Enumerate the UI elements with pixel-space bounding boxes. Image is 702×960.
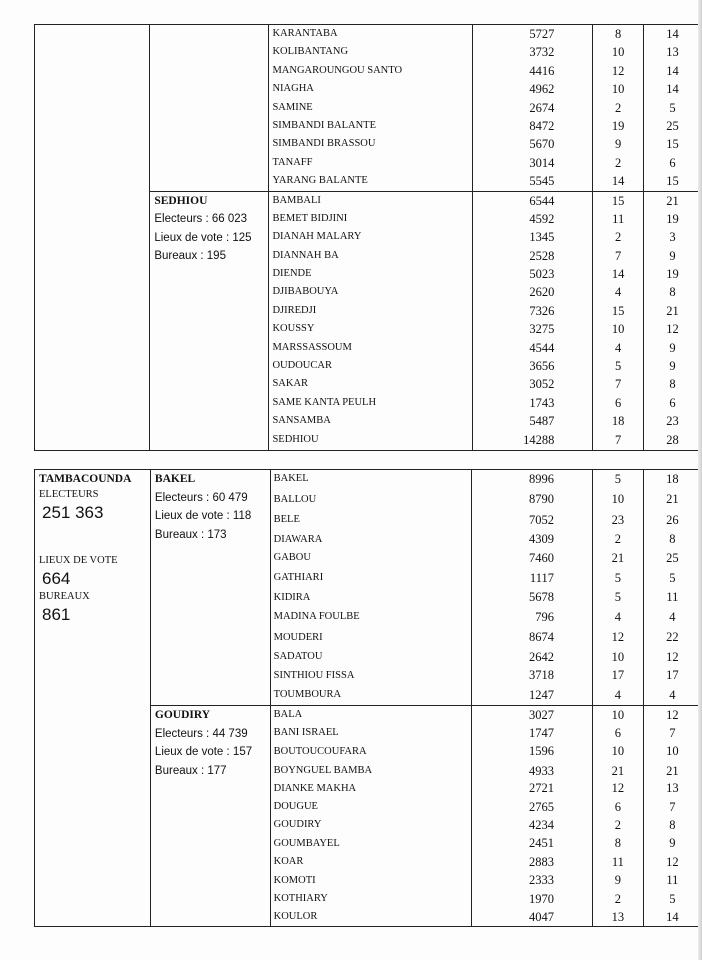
electeurs-value: 8790	[529, 491, 554, 506]
lieux-value: 4	[615, 285, 622, 300]
department-name: SEDHIOU	[154, 194, 208, 207]
lieux-value: 10	[611, 322, 625, 337]
commune-name: SINTHIOU FISSA	[273, 670, 355, 682]
bureaux-value: 12	[666, 707, 679, 722]
electeurs-value: 3027	[529, 707, 554, 722]
electeurs-column	[472, 470, 593, 927]
commune-name: TANAFF	[272, 156, 313, 168]
lieux-value: 4	[614, 610, 621, 625]
electeurs-value: 4047	[529, 910, 554, 925]
electeurs-value: 2765	[529, 799, 554, 814]
electeurs-value: 5023	[529, 267, 555, 282]
bureaux-value: 14	[666, 27, 679, 41]
lieux-value: 6	[614, 726, 621, 741]
electeurs-column	[472, 25, 593, 451]
bureaux-value: 5	[669, 891, 676, 906]
electeurs-value: 8472	[529, 118, 555, 133]
bureaux-value: 9	[669, 248, 676, 263]
electeurs-value: 2642	[529, 649, 554, 664]
lieux-value: 14	[611, 267, 625, 282]
lieux-value: 18	[611, 414, 625, 429]
electeurs-value: 796	[535, 610, 554, 625]
commune-name: MARSSASSOUM	[272, 341, 352, 353]
electeurs-value: 2451	[529, 836, 554, 851]
lieux-value: 17	[611, 668, 625, 683]
bureaux-value: 3	[669, 230, 676, 245]
bureaux-value: 6	[669, 395, 676, 410]
lieux-value: 8	[615, 27, 622, 41]
bureaux-value: 21	[666, 193, 679, 208]
region-lieux-label: LIEUX DE VOTE	[39, 555, 118, 566]
commune-name: BANI ISRAEL	[273, 727, 339, 739]
department-lieux: Lieux de vote : 125	[154, 231, 252, 244]
commune-name: MOUDERI	[273, 631, 323, 643]
commune-name: KOTHIARY	[273, 892, 328, 904]
electeurs-value: 3014	[529, 155, 555, 170]
bureaux-value: 9	[669, 340, 676, 355]
department-electeurs: Electeurs : 66 023	[154, 213, 248, 226]
commune-name: KOMOTI	[273, 874, 316, 886]
bureaux-value: 28	[666, 432, 679, 447]
bureaux-value: 18	[666, 472, 679, 486]
bureaux-value: 21	[666, 763, 679, 778]
commune-name: KOUSSY	[272, 323, 315, 335]
electeurs-value: 2721	[529, 781, 554, 796]
department-bureaux: Bureaux : 173	[154, 528, 227, 541]
electeurs-value: 2883	[529, 854, 554, 869]
department-electeurs: Electeurs : 60 479	[154, 491, 248, 504]
lieux-value: 4	[593, 686, 643, 706]
commune-name: SADATOU	[273, 650, 323, 662]
commune-name: SAKAR	[272, 378, 309, 390]
bureaux-value: 14	[666, 910, 679, 925]
bureaux-value: 8	[669, 818, 676, 833]
commune-name: MADINA FOULBE	[273, 611, 360, 623]
bureaux-value: 9	[669, 836, 676, 851]
electeurs-value: 7326	[529, 303, 555, 318]
bureaux-value: 23	[666, 414, 679, 429]
bureaux-column	[643, 25, 701, 451]
lieux-value: 12	[611, 63, 625, 78]
commune-name: KIDIRA	[273, 592, 311, 604]
commune-name: TOUMBOURA	[271, 686, 472, 706]
bureaux-value: 12	[666, 322, 679, 337]
bureaux-value: 14	[666, 63, 679, 78]
lieux-value: 14	[593, 172, 643, 191]
commune-name: SIMBANDI BRASSOU	[272, 138, 376, 150]
region-lieux-value: 664	[42, 569, 71, 588]
lieux-value: 10	[611, 45, 625, 60]
department-block	[150, 25, 268, 192]
electeurs-value: 4962	[529, 82, 555, 97]
commune-name: DIANNAH BA	[272, 249, 339, 261]
commune-name: BALA	[273, 708, 303, 720]
commune-name: GATHIARI	[273, 571, 324, 583]
lieux-value: 2	[615, 230, 622, 245]
electeurs-value: 3275	[529, 322, 555, 337]
commune-name: GOUMBAYEL	[273, 838, 340, 850]
department-lieux: Lieux de vote : 118	[154, 510, 252, 522]
lieux-value: 12	[611, 781, 625, 796]
electeurs-value: 4309	[529, 531, 554, 546]
lieux-value: 10	[611, 744, 625, 759]
bureaux-value: 7	[669, 726, 676, 741]
lieux-column	[593, 470, 644, 927]
lieux-value: 10	[611, 707, 625, 722]
department-column	[150, 25, 269, 451]
lieux-value: 2	[615, 100, 622, 115]
lieux-value: 12	[611, 629, 625, 644]
electeurs-value: 4592	[529, 211, 555, 226]
region-bureaux-value: 861	[42, 605, 71, 624]
bureaux-value: 13	[666, 45, 679, 60]
lieux-value: 21	[611, 551, 625, 566]
electeurs-value: 4544	[529, 340, 555, 355]
commune-name: SANSAMBA	[272, 415, 331, 427]
commune-name: SIMBANDI BALANTE	[272, 119, 377, 131]
bureaux-value: 8	[669, 377, 676, 392]
commune-name: KOULOR	[273, 911, 318, 923]
electeurs-value: 7052	[529, 512, 554, 527]
bureaux-value: 8	[669, 531, 676, 546]
region-header	[39, 471, 131, 625]
department-bureaux: Bureaux : 195	[154, 250, 226, 263]
lieux-value: 6	[614, 799, 621, 814]
region-electeurs-value: 251 363	[42, 503, 104, 522]
bureaux-value: 5	[669, 570, 676, 585]
lieux-value: 21	[611, 763, 625, 778]
electeurs-value: 1596	[529, 744, 554, 759]
commune-name: BELE	[273, 513, 300, 525]
lieux-value: 15	[611, 193, 625, 208]
bureaux-value: 10	[666, 744, 679, 759]
page-edge-shadow	[698, 0, 702, 960]
department-bureaux: Bureaux : 177	[154, 764, 227, 777]
electeurs-value: 3718	[529, 668, 554, 683]
bureaux-value: 4	[644, 686, 701, 706]
bureaux-value: 12	[666, 854, 679, 869]
commune-name: MANGAROUNGOU SANTO	[272, 64, 403, 76]
commune-name: BAMBALI	[272, 194, 321, 206]
lieux-value: 5	[614, 570, 621, 585]
commune-name: YARANG BALANTE	[269, 172, 471, 191]
department-block	[150, 192, 268, 450]
electeurs-value: 5545	[473, 172, 593, 191]
electeurs-value: 3656	[529, 359, 555, 374]
bureaux-value: 7	[669, 799, 676, 814]
bureaux-value: 5	[669, 100, 676, 115]
electeurs-value: 4234	[529, 818, 554, 833]
department-header	[155, 470, 251, 544]
commune-name: SAME KANTA PEULH	[272, 396, 377, 408]
commune-name: BALLOU	[273, 493, 317, 505]
lieux-value: 2	[614, 818, 621, 833]
bureaux-value: 15	[644, 172, 701, 191]
lieux-value: 5	[614, 472, 621, 486]
electeurs-value: 2333	[529, 872, 554, 887]
commune-name: DIAWARA	[273, 533, 323, 545]
bureaux-value: 21	[666, 303, 679, 318]
department-header	[154, 192, 251, 266]
bureaux-value: 21	[666, 491, 679, 506]
bureaux-value: 26	[666, 512, 679, 527]
department-lieux: Lieux de vote : 157	[154, 746, 253, 758]
lieux-value: 2	[614, 531, 621, 546]
electeurs-value: 3052	[529, 377, 555, 392]
department-electeurs: Electeurs : 44 739	[154, 727, 248, 740]
lieux-value: 5	[615, 359, 622, 374]
electeurs-value: 1247	[472, 686, 592, 706]
bureaux-value: 6	[669, 155, 676, 170]
lieux-value: 15	[611, 303, 625, 318]
lieux-value: 2	[614, 891, 621, 906]
lieux-value: 9	[615, 137, 622, 152]
electeurs-value: 5670	[529, 137, 555, 152]
bureaux-value: 25	[666, 551, 679, 566]
commune-name: SAMINE	[272, 101, 313, 113]
electeurs-value: 5678	[529, 590, 554, 605]
bureaux-value: 13	[666, 781, 679, 796]
lieux-value: 11	[612, 211, 625, 226]
commune-name: SEDHIOU	[272, 433, 319, 445]
department-name: BAKEL	[154, 473, 196, 485]
bureaux-value: 11	[666, 590, 679, 605]
electeurs-value: 4933	[529, 763, 554, 778]
lieux-column	[593, 25, 644, 451]
electeurs-value: 4416	[529, 63, 555, 78]
lieux-value: 19	[611, 118, 625, 133]
electeurs-value: 7460	[529, 551, 554, 566]
region-column	[35, 470, 151, 927]
bureaux-value: 9	[669, 359, 676, 374]
commune-name: OUDOUCAR	[272, 360, 332, 372]
region-bureaux-label: BUREAUX	[39, 591, 90, 602]
commune-name: DOUGUE	[273, 800, 318, 812]
lieux-value: 11	[611, 854, 624, 869]
region-name: TAMBACOUNDA	[39, 473, 132, 485]
commune-column	[270, 470, 472, 927]
electeurs-value: 8674	[529, 629, 554, 644]
bureaux-column	[643, 470, 701, 927]
lieux-value: 23	[611, 512, 625, 527]
region-electeurs-label: ELECTEURS	[39, 489, 99, 500]
bureaux-value: 22	[666, 629, 679, 644]
sedhiou-table	[34, 24, 702, 451]
department-column	[150, 470, 270, 927]
bureaux-value: 14	[666, 82, 679, 97]
electeurs-value: 8996	[529, 472, 554, 486]
lieux-value: 9	[614, 872, 621, 887]
lieux-value: 10	[611, 82, 625, 97]
department-header	[155, 706, 252, 780]
lieux-value: 7	[615, 248, 622, 263]
electeurs-value: 14288	[523, 432, 555, 447]
bureaux-value: 11	[666, 872, 679, 887]
bureaux-value: 4	[669, 610, 676, 625]
commune-name: BOUTOUCOUFARA	[273, 746, 367, 758]
commune-name: DIANAH MALARY	[272, 231, 362, 243]
electeurs-value: 2620	[529, 285, 555, 300]
lieux-value: 7	[615, 432, 622, 447]
commune-column	[269, 25, 472, 451]
lieux-value: 2	[615, 155, 622, 170]
commune-name: DIANKE MAKHA	[273, 783, 357, 795]
commune-name: DIENDE	[272, 268, 312, 280]
commune-name: KOLIBANTANG	[272, 46, 349, 58]
lieux-value: 10	[611, 491, 625, 506]
commune-name: DJIREDJI	[272, 304, 317, 316]
department-block	[151, 706, 270, 926]
bureaux-value: 17	[666, 668, 679, 683]
bureaux-value: 15	[666, 137, 679, 152]
commune-name: KOAR	[273, 855, 304, 867]
electeurs-value: 1743	[529, 395, 555, 410]
commune-name: GOUDIRY	[273, 819, 322, 831]
department-name: GOUDIRY	[154, 709, 211, 721]
commune-name: NIAGHA	[272, 83, 314, 95]
commune-name: BEMET BIDJINI	[272, 212, 348, 224]
bureaux-value: 12	[666, 649, 679, 664]
electeurs-value: 1970	[529, 891, 554, 906]
bureaux-value: 19	[666, 211, 679, 226]
electeurs-value: 2528	[529, 248, 555, 263]
tambacounda-table	[34, 469, 702, 927]
lieux-value: 4	[615, 340, 622, 355]
lieux-value: 13	[611, 910, 625, 925]
commune-name: KARANTABA	[272, 28, 338, 39]
lieux-value: 10	[611, 649, 625, 664]
region-column	[35, 25, 150, 451]
electeurs-value: 1345	[529, 230, 555, 245]
lieux-value: 7	[615, 377, 622, 392]
lieux-value: 6	[615, 395, 622, 410]
commune-name: GABOU	[273, 552, 311, 564]
lieux-value: 8	[614, 836, 621, 851]
lieux-value: 5	[614, 590, 621, 605]
commune-name: BOYNGUEL BAMBA	[273, 764, 373, 776]
electeurs-value: 5727	[529, 27, 555, 41]
electeurs-value: 3732	[529, 45, 555, 60]
electeurs-value: 6544	[529, 193, 555, 208]
electeurs-value: 1117	[529, 570, 554, 585]
electeurs-value: 2674	[529, 100, 555, 115]
commune-name: DJIBABOUYA	[272, 286, 339, 298]
bureaux-value: 8	[669, 285, 676, 300]
electeurs-value: 5487	[529, 414, 555, 429]
bureaux-value: 25	[666, 118, 679, 133]
bureaux-value: 19	[666, 267, 679, 282]
commune-name: BAKEL	[273, 473, 309, 484]
department-block	[151, 470, 270, 706]
electeurs-value: 1747	[529, 726, 554, 741]
